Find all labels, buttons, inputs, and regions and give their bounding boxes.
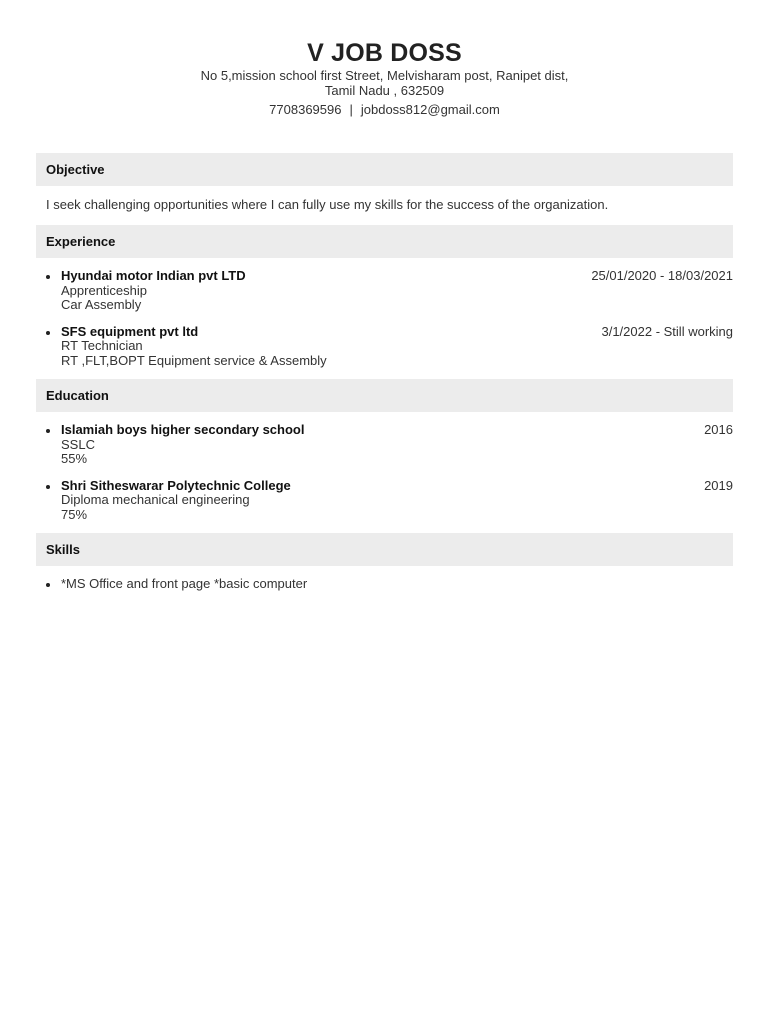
education-item: [36, 423, 733, 467]
skill-item: [36, 577, 733, 592]
experience-description: RT ,FLT,BOPT Equipment service & Assembly: [61, 352, 327, 368]
experience-description: Car Assembly: [61, 297, 142, 312]
contact-line: [36, 102, 733, 117]
education-score: 55%: [61, 451, 88, 466]
section-heading-objective: Objective: [36, 153, 733, 186]
education-year: 2019: [704, 477, 733, 493]
section-heading-skills: Skills: [36, 533, 733, 566]
phone-number: 7708369596: [269, 102, 342, 117]
education-item: [36, 479, 733, 523]
contact-separator: |: [349, 102, 353, 117]
skill-text: *MS Office and front page *basic computer: [61, 576, 308, 591]
skills-list: [36, 566, 733, 592]
section-heading-experience: Experience: [36, 225, 733, 258]
email-address: jobdoss812@gmail.com: [360, 102, 500, 117]
education-list: [36, 412, 733, 533]
education-qualification: Diploma mechanical engineering: [61, 492, 250, 507]
education-institution: Shri Sitheswarar Polytechnic College: [61, 477, 291, 493]
address-line-2: Tamil Nadu , 632509: [324, 83, 445, 98]
address-line-1: No 5,mission school first Street, Melvisharam post, Ranipet dist,: [200, 68, 569, 83]
education-institution: Islamiah boys higher secondary school: [61, 422, 305, 437]
bullet-icon: [46, 485, 50, 489]
resume-page: [36, 0, 733, 592]
bullet-icon: [46, 275, 50, 279]
bullet-icon: [46, 331, 50, 335]
bullet-icon: [46, 583, 50, 587]
experience-item: [36, 325, 733, 369]
experience-company: SFS equipment pvt ltd: [61, 323, 199, 339]
candidate-name: V JOB DOSS: [307, 39, 462, 67]
experience-list: [36, 258, 733, 379]
experience-company: Hyundai motor Indian pvt LTD: [61, 268, 246, 283]
education-year: 2016: [704, 422, 733, 437]
bullet-icon: [46, 429, 50, 433]
objective-text: I seek challenging opportunities where I can fully use my skills for the success of the organization.: [46, 197, 609, 212]
education-score: 75%: [61, 506, 88, 522]
resume-header: [36, 0, 733, 117]
experience-role: RT Technician: [61, 338, 143, 353]
section-heading-education: Education: [36, 379, 733, 412]
experience-dates: 3/1/2022 - Still working: [601, 323, 733, 339]
experience-dates: 25/01/2020 - 18/03/2021: [591, 268, 733, 283]
experience-role: Apprenticeship: [61, 282, 147, 298]
education-qualification: SSLC: [61, 436, 95, 452]
experience-item: [36, 269, 733, 313]
